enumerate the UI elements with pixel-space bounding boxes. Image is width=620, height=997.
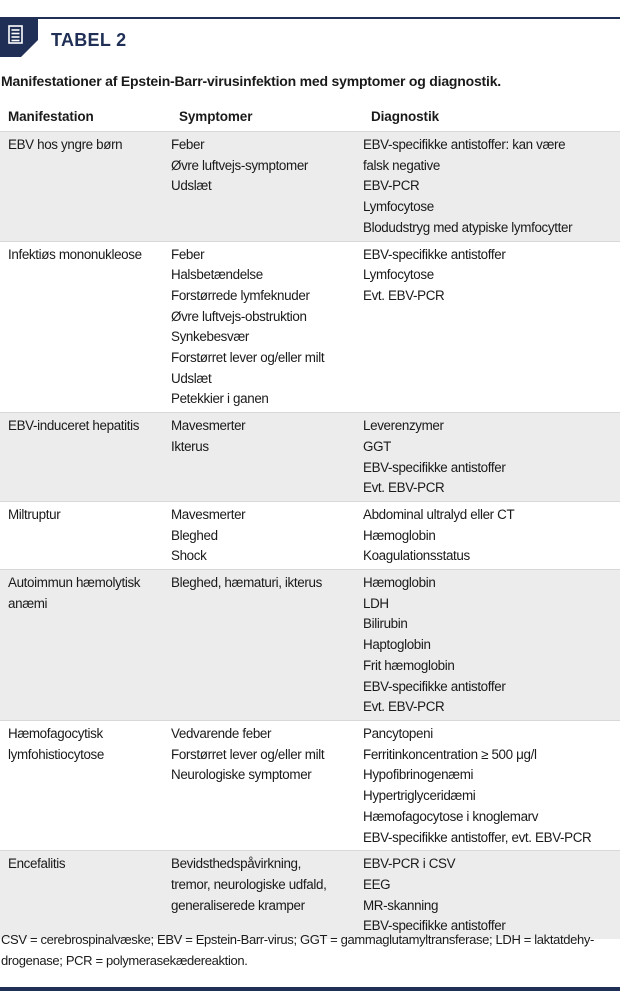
cell-line: Ikterus [171, 438, 209, 454]
data-table [0, 105, 620, 939]
table-head [0, 105, 620, 131]
cell-line: Autoimmun hæmolytisk [8, 575, 141, 591]
cell-line: falsk negative [363, 157, 440, 173]
cell-line: Forstørret lever og/eller milt [171, 350, 325, 366]
table-caption: Manifestationer af Epstein-Barr-virusinfektion med symptomer og diagnostik. [1, 73, 501, 89]
cell-line: Miltruptur [8, 506, 61, 522]
table-label: TABEL 2 [51, 30, 127, 50]
cell-line: Blodudstryg med atypiske lymfocytter [363, 219, 573, 235]
cell-line: EBV-induceret hepatitis [8, 418, 140, 434]
column-header-symptomer: Symptomer [179, 109, 253, 124]
cell-line: Infektiøs mononukleose [8, 246, 142, 262]
table-body [0, 131, 620, 939]
diagnostics-cell [363, 505, 620, 567]
cell-line: LDH [363, 595, 389, 611]
table-row [0, 569, 620, 720]
cell-line: Hypertriglyceridæmi [363, 788, 476, 804]
cell-line: Øvre luftvejs-obstruktion [171, 308, 307, 324]
diagnostics-cell [363, 854, 620, 937]
diagnostics-cell [363, 573, 620, 718]
cell-line: EBV-PCR i CSV [363, 856, 456, 872]
cell-line: Feber [171, 137, 205, 152]
manifestation-cell [0, 245, 171, 411]
manifestation-cell [0, 854, 171, 937]
cell-line: Evt. EBV-PCR [363, 699, 445, 715]
cell-line: Koagulationsstatus [363, 548, 470, 564]
cell-line: EBV-specifikke antistoffer [363, 678, 506, 694]
cell-line: Øvre luftvejs-symptomer [171, 157, 309, 173]
cell-line: Abdominal ultralyd eller CT [363, 506, 515, 522]
cell-line: Bilirubin [363, 616, 408, 632]
table-row [0, 241, 620, 413]
cell-line: Evt. EBV-PCR [363, 287, 445, 303]
symptoms-cell [171, 416, 363, 499]
cell-line: EBV-specifikke antistoffer, evt. EBV-PCR [363, 829, 592, 845]
diagnostics-cell [363, 416, 620, 499]
cell-line: Haptoglobin [363, 637, 431, 653]
cell-line: EBV hos yngre børn [8, 137, 123, 152]
manifestation-cell [0, 573, 171, 718]
cell-line: Bevidsthedspåvirkning, [171, 856, 302, 872]
symptoms-cell [171, 245, 363, 411]
column-header-manifestation: Manifestation [8, 109, 94, 124]
cell-line: EBV-PCR [363, 178, 420, 194]
cell-line: Petekkier i ganen [171, 391, 269, 407]
cell-line: Forstørrede lymfeknuder [171, 287, 310, 303]
cell-line: Hypofibrinogenæmi [363, 767, 474, 783]
cell-line: Hæmoglobin [363, 527, 436, 543]
cell-line: Shock [171, 548, 207, 564]
manifestation-cell [0, 724, 171, 848]
manifestation-cell [0, 416, 171, 499]
diagnostics-cell [363, 245, 620, 411]
footnote [1, 930, 617, 971]
cell-line: EBV-specifikke antistoffer [363, 246, 506, 262]
diagnostics-cell [363, 724, 620, 848]
cell-line: Udslæt [171, 370, 212, 386]
table-row [0, 412, 620, 501]
cell-line: Neurologiske symptomer [171, 767, 312, 783]
cell-line: Hæmofagocytisk [8, 725, 103, 741]
cell-line: Pancytopeni [363, 725, 433, 741]
diagnostics-cell [363, 135, 620, 239]
cell-line: Evt. EBV-PCR [363, 480, 445, 496]
cell-line: Feber [171, 246, 205, 262]
table-row [0, 720, 620, 850]
footnote-line: CSV = cerebrospinalvæske; EBV = Epstein-Barr-virus; GGT = gammaglutamyltransferase; LDH = laktatdehy- [1, 932, 594, 947]
cell-line: lymfohistiocytose [8, 746, 105, 762]
document-list-icon [0, 19, 38, 57]
cell-line: Encefalitis [8, 856, 66, 872]
cell-line: EBV-specifikke antistoffer: kan være [363, 137, 566, 152]
cell-line: EBV-specifikke antistoffer [363, 918, 506, 934]
cell-line: Mavesmerter [171, 506, 246, 522]
symptoms-cell [171, 135, 363, 239]
cell-line: Bleghed, hæmaturi, ikterus [171, 575, 322, 591]
cell-line: Synkebesvær [171, 329, 250, 345]
symptoms-cell [171, 724, 363, 848]
manifestation-cell [0, 135, 171, 239]
cell-line: Udslæt [171, 178, 212, 194]
bottom-rule [0, 987, 620, 991]
cell-line: Lymfocytose [363, 199, 434, 215]
cell-line: Leverenzymer [363, 418, 444, 434]
cell-line: GGT [363, 438, 391, 454]
table-row [0, 850, 620, 939]
cell-line: EEG [363, 876, 391, 892]
table-row [0, 131, 620, 241]
cell-line: Forstørret lever og/eller milt [171, 746, 325, 762]
cell-line: Lymfocytose [363, 267, 434, 283]
cell-line: Mavesmerter [171, 418, 246, 434]
cell-line: Hæmofagocytose i knoglemarv [363, 808, 539, 824]
column-header-diagnostik: Diagnostik [371, 109, 440, 124]
cell-line: Bleghed [171, 527, 218, 543]
symptoms-cell [171, 573, 363, 718]
table-row [0, 501, 620, 569]
cell-line: MR-skanning [363, 897, 439, 913]
cell-line: Halsbetændelse [171, 267, 263, 283]
cell-line: tremor, neurologiske udfald, [171, 876, 327, 892]
cell-line: anæmi [8, 595, 48, 611]
cell-line: generaliserede kramper [171, 897, 305, 913]
symptoms-cell [171, 854, 363, 937]
cell-line: Frit hæmoglobin [363, 657, 455, 673]
cell-line: EBV-specifikke antistoffer [363, 459, 506, 475]
cell-line: Hæmoglobin [363, 575, 436, 591]
footnote-line: drogenase; PCR = polymerasekædereaktion. [1, 952, 248, 968]
symptoms-cell [171, 505, 363, 567]
table-header [0, 19, 620, 65]
cell-line: Ferritinkoncentration ≥ 500 μg/l [363, 746, 537, 762]
manifestation-cell [0, 505, 171, 567]
cell-line: Vedvarende feber [171, 725, 272, 741]
